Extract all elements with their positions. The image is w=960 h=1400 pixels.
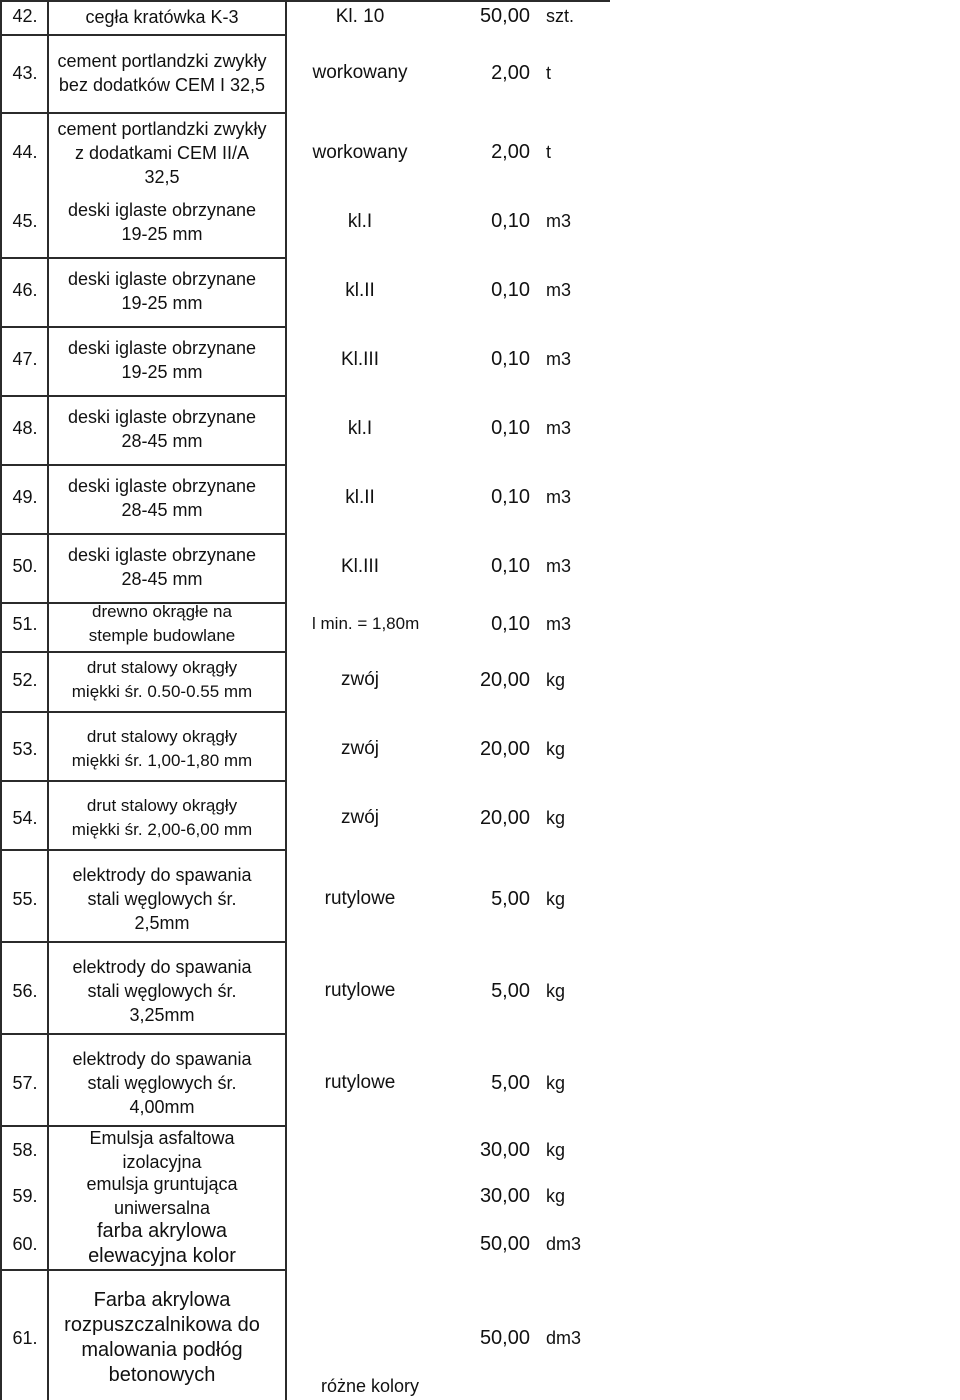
item-quantity: 5,00	[491, 1071, 530, 1094]
item-unit: t	[546, 142, 552, 162]
item-unit: kg	[546, 807, 566, 828]
table-row	[0, 468, 960, 527]
item-type	[290, 1219, 430, 1269]
item-type: kl.II	[345, 279, 375, 301]
item-name: cement portlandzki zwykły bez dodatków CEM I 32,5	[57, 51, 267, 95]
table-row	[0, 1279, 960, 1397]
row-separator	[0, 711, 285, 713]
item-name: drut stalowy okrągły miękki śr. 1,00-1,80 mm	[71, 727, 253, 770]
item-type: różne kolory	[320, 1376, 420, 1396]
item-type: zwój	[340, 807, 379, 828]
item-name: farba akrylowa elewacyjna kolor	[88, 1220, 236, 1267]
item-unit: kg	[546, 1072, 566, 1093]
item-type: workowany	[312, 141, 408, 163]
item-quantity: 30,00	[479, 1138, 530, 1161]
item-number: 49.	[12, 487, 38, 507]
item-type: workowany	[312, 62, 408, 83]
item-number: 42.	[12, 6, 38, 26]
item-number: 51.	[12, 613, 38, 634]
row-separator	[0, 326, 285, 328]
item-type: rutylowe	[324, 888, 396, 909]
item-number: 45.	[12, 211, 38, 231]
item-name: elektrody do spawania stali węglowych śr. 4,00mm	[72, 1049, 252, 1117]
item-type	[290, 1173, 430, 1219]
item-type: Kl.III	[340, 555, 379, 577]
item-number: 48.	[12, 418, 38, 438]
table-row	[0, 261, 960, 320]
row-separator	[0, 395, 285, 397]
item-type	[290, 1127, 430, 1173]
item-unit: kg	[546, 888, 566, 909]
item-unit: kg	[546, 1185, 566, 1206]
item-name: deski iglaste obrzynane 28-45 mm	[67, 475, 257, 520]
item-unit: szt.	[546, 6, 575, 26]
item-unit: m3	[546, 613, 572, 634]
item-number: 57.	[12, 1072, 38, 1093]
item-quantity: 20,00	[479, 806, 530, 829]
item-name: elektrody do spawania stali węglowych śr. 3,25mm	[72, 957, 252, 1025]
item-unit: t	[546, 62, 552, 83]
item-unit: kg	[546, 1139, 566, 1160]
item-quantity: 50,00	[479, 1326, 530, 1349]
item-name: deski iglaste obrzynane 28-45 mm	[67, 406, 257, 451]
table-row	[0, 537, 960, 596]
item-quantity: 0,10	[491, 612, 530, 635]
item-number: 59.	[12, 1185, 38, 1206]
item-number: 60.	[12, 1233, 38, 1254]
item-type: rutylowe	[324, 1072, 396, 1093]
item-name: cegła kratówka K-3	[85, 6, 239, 27]
item-number: 54.	[12, 807, 38, 828]
item-quantity: 5,00	[491, 979, 530, 1002]
item-quantity: 2,00	[491, 141, 530, 163]
item-number: 56.	[12, 980, 38, 1001]
table-row	[0, 330, 960, 389]
item-number: 53.	[12, 738, 38, 759]
item-number: 44.	[12, 142, 38, 162]
item-name: deski iglaste obrzynane 19-25 mm	[67, 268, 257, 313]
item-type: zwój	[340, 669, 379, 690]
row-separator	[0, 849, 285, 851]
table-row	[0, 1219, 960, 1269]
item-type: kl.I	[347, 210, 373, 232]
row-separator	[0, 651, 285, 653]
item-quantity: 50,00	[479, 1232, 530, 1255]
item-unit: m3	[546, 556, 572, 576]
item-name: cement portlandzki zwykły z dodatkami CEM II/A 32,5	[57, 118, 267, 187]
item-quantity: 5,00	[491, 887, 530, 910]
item-name: deski iglaste obrzynane 19-25 mm	[67, 337, 257, 382]
item-quantity: 0,10	[491, 279, 530, 301]
table-row	[0, 654, 960, 706]
item-quantity: 0,10	[491, 486, 530, 508]
item-quantity: 0,10	[491, 417, 530, 439]
table-row	[0, 723, 960, 775]
item-name: deski iglaste obrzynane 19-25 mm	[67, 199, 257, 244]
item-type: rutylowe	[324, 980, 396, 1001]
row-separator	[0, 464, 285, 466]
item-name: Emulsja asfaltowa izolacyjna	[89, 1128, 235, 1172]
item-name: drewno okrągłe na stemple budowlane	[88, 602, 236, 645]
item-unit: m3	[546, 211, 572, 231]
item-unit: m3	[546, 487, 572, 507]
item-number: 47.	[12, 349, 38, 369]
row-separator	[0, 1033, 285, 1035]
table-row	[0, 949, 960, 1033]
item-unit: m3	[546, 280, 572, 300]
row-separator	[0, 941, 285, 943]
item-name: drut stalowy okrągły miękki śr. 2,00-6,00 mm	[71, 796, 253, 839]
item-type: kl.II	[345, 486, 375, 508]
item-number: 50.	[12, 556, 38, 576]
item-quantity: 0,10	[491, 210, 530, 232]
item-type: zwój	[340, 738, 379, 759]
item-name: emulsja gruntująca uniwersalna	[86, 1174, 238, 1218]
item-unit: dm3	[546, 1327, 582, 1348]
table-row	[0, 113, 960, 192]
table-row	[0, 1041, 960, 1125]
row-separator	[0, 257, 285, 259]
item-quantity: 20,00	[479, 737, 530, 760]
item-name: deski iglaste obrzynane 28-45 mm	[67, 544, 257, 589]
item-quantity: 30,00	[479, 1184, 530, 1207]
row-separator	[0, 1269, 285, 1271]
item-number: 46.	[12, 280, 38, 300]
item-number: 52.	[12, 669, 38, 690]
table-row	[0, 192, 960, 251]
item-quantity: 0,10	[491, 555, 530, 577]
item-unit: kg	[546, 669, 566, 690]
item-number: 61.	[12, 1327, 38, 1348]
item-unit: m3	[546, 418, 572, 438]
row-separator	[0, 780, 285, 782]
item-unit: dm3	[546, 1233, 582, 1254]
item-number: 43.	[12, 62, 38, 83]
item-name: Farba akrylowa rozpuszczalnikowa do malowania podłóg betonowych	[64, 1289, 260, 1386]
item-type: l min. = 1,80m	[312, 614, 420, 633]
table-row	[0, 1127, 960, 1173]
table-row	[0, 792, 960, 844]
item-type: Kl. 10	[335, 5, 385, 27]
item-unit: kg	[546, 738, 566, 759]
item-name: elektrody do spawania stali węglowych śr. 2,5mm	[72, 865, 252, 933]
table-row	[0, 0, 960, 33]
item-quantity: 50,00	[479, 5, 530, 27]
table-row	[0, 399, 960, 458]
item-type: kl.I	[347, 417, 373, 439]
item-unit: kg	[546, 980, 566, 1001]
row-separator	[0, 533, 285, 535]
table-row	[0, 857, 960, 941]
table-row	[0, 598, 960, 650]
item-unit: m3	[546, 349, 572, 369]
item-type: Kl.III	[340, 348, 379, 370]
item-number: 58.	[12, 1139, 38, 1160]
table-row	[0, 1173, 960, 1219]
item-quantity: 0,10	[491, 348, 530, 370]
item-quantity: 2,00	[491, 61, 530, 84]
item-name: drut stalowy okrągły miękki śr. 0.50-0.55 mm	[71, 658, 253, 701]
item-quantity: 20,00	[479, 668, 530, 691]
item-number: 55.	[12, 888, 38, 909]
table-row	[0, 35, 960, 111]
